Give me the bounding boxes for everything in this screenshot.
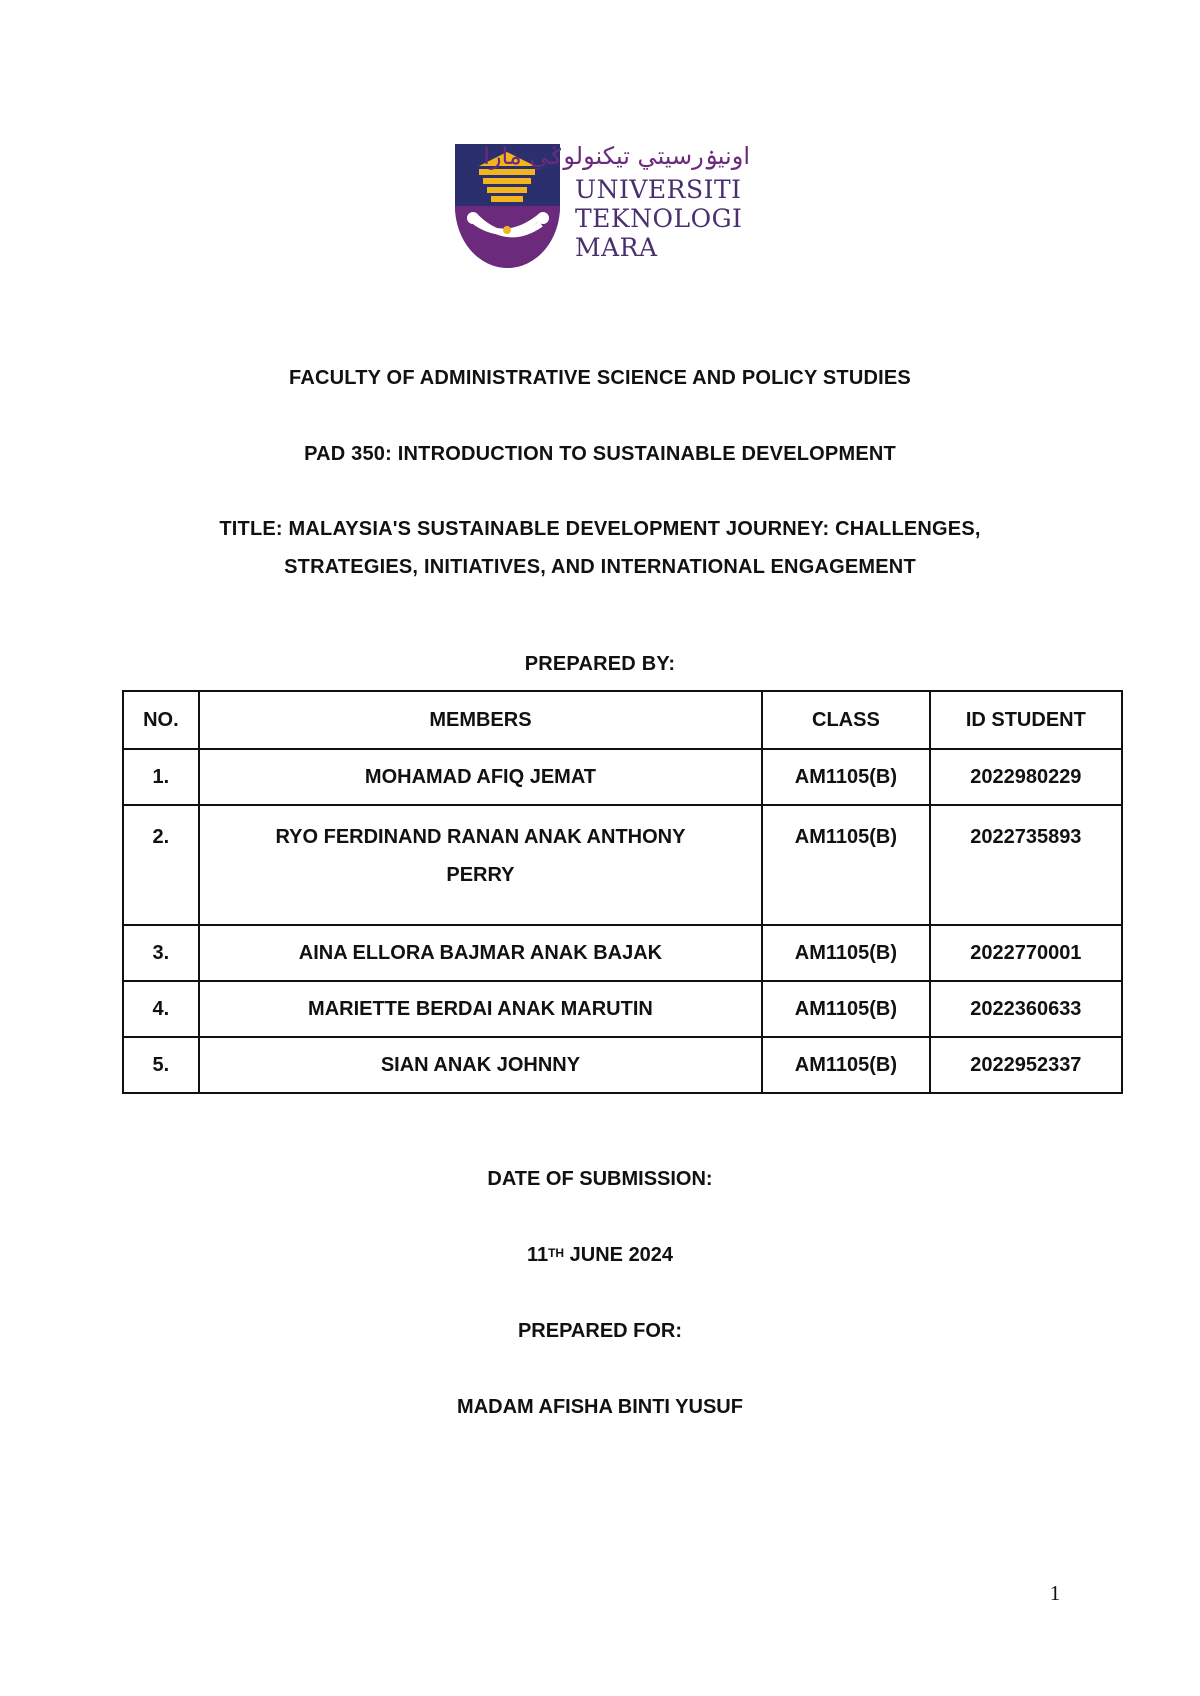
cell-no: 4. xyxy=(123,981,199,1037)
members-table xyxy=(122,690,1123,1094)
uitm-logo xyxy=(455,140,755,270)
cell-class: AM1105(B) xyxy=(762,1037,929,1093)
cell-student-id: 2022952337 xyxy=(930,1037,1122,1093)
header-id-student: ID STUDENT xyxy=(930,691,1122,749)
submission-day: 11 xyxy=(526,1244,549,1266)
cell-no: 5. xyxy=(123,1037,199,1093)
table-row xyxy=(123,805,1122,925)
cell-member-name: SIAN ANAK JOHNNY xyxy=(199,1037,762,1093)
prepared-for-label: PREPARED FOR: xyxy=(517,1320,683,1342)
logo-jawi-text: اونيۏرسيتي تيکنولوݢي مارا xyxy=(483,142,750,170)
cell-member-name: MARIETTE BERDAI ANAK MARUTIN xyxy=(199,981,762,1037)
table-row xyxy=(123,925,1122,981)
cell-student-id: 2022735893 xyxy=(930,805,1122,925)
logo-line-universiti: UNIVERSITI xyxy=(575,175,742,204)
cell-member-name: MOHAMAD AFIQ JEMAT xyxy=(199,749,762,805)
header-no: NO. xyxy=(123,691,199,749)
cell-no: 1. xyxy=(123,749,199,805)
page-number: 1 xyxy=(1049,1581,1061,1605)
table-row xyxy=(123,981,1122,1037)
member-name-line-2: PERRY xyxy=(446,864,515,886)
logo-line-teknologi: TEKNOLOGI xyxy=(575,204,743,233)
cell-class: AM1105(B) xyxy=(762,981,929,1037)
cell-class: AM1105(B) xyxy=(762,925,929,981)
header-members: MEMBERS xyxy=(199,691,762,749)
date-of-submission-label: DATE OF SUBMISSION: xyxy=(487,1168,713,1190)
uitm-wordmark xyxy=(483,140,755,270)
cell-student-id: 2022980229 xyxy=(930,749,1122,805)
submission-day-suffix: TH xyxy=(548,1246,565,1260)
table-row xyxy=(123,1037,1122,1093)
table-header-row xyxy=(123,691,1122,749)
cell-no: 2. xyxy=(123,805,199,925)
table-row xyxy=(123,749,1122,805)
cell-class: AM1105(B) xyxy=(762,805,929,925)
title-line-1: TITLE: MALAYSIA'S SUSTAINABLE DEVELOPMENT JOURNEY: CHALLENGES, xyxy=(219,518,981,540)
course-heading: PAD 350: INTRODUCTION TO SUSTAINABLE DEVELOPMENT xyxy=(304,443,896,465)
cell-member-name: AINA ELLORA BAJMAR ANAK BAJAK xyxy=(199,925,762,981)
submission-date xyxy=(0,1236,1200,1274)
lecturer-name: MADAM AFISHA BINTI YUSUF xyxy=(457,1396,743,1418)
cell-student-id: 2022360633 xyxy=(930,981,1122,1037)
header-class: CLASS xyxy=(762,691,929,749)
faculty-heading: FACULTY OF ADMINISTRATIVE SCIENCE AND POLICY STUDIES xyxy=(289,367,911,389)
cell-no: 3. xyxy=(123,925,199,981)
prepared-by-label: PREPARED BY: xyxy=(524,653,676,675)
cell-class: AM1105(B) xyxy=(762,749,929,805)
member-name-line-1: RYO FERDINAND RANAN ANAK ANTHONY xyxy=(275,826,686,848)
submission-month-year: JUNE 2024 xyxy=(569,1244,674,1266)
title-line-2: STRATEGIES, INITIATIVES, AND INTERNATIONAL ENGAGEMENT xyxy=(284,556,916,578)
logo-line-mara: MARA xyxy=(575,233,658,262)
cell-student-id: 2022770001 xyxy=(930,925,1122,981)
cell-member-name xyxy=(199,805,762,925)
